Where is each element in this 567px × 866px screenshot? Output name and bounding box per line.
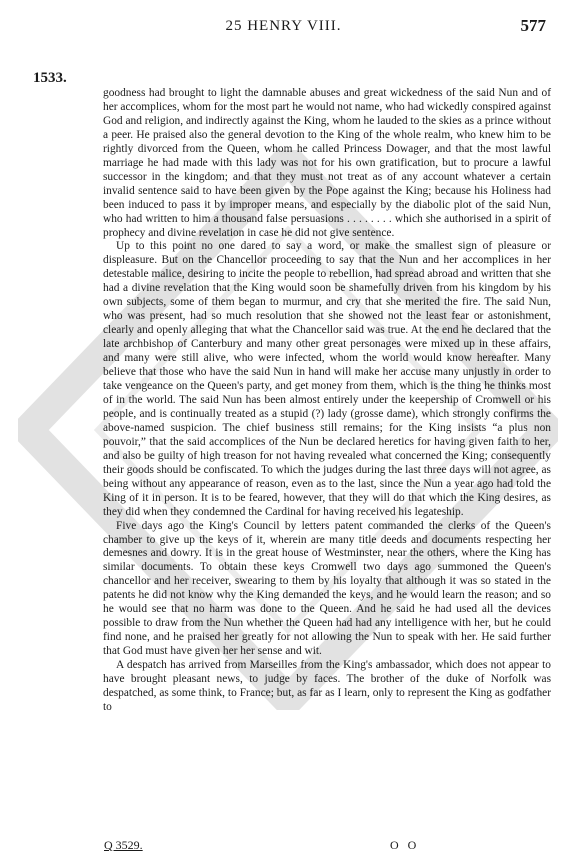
footer-reference: Q 3529. [104, 838, 143, 852]
page-number: 577 [520, 16, 546, 35]
running-head-title: 25 HENRY VIII. [225, 18, 342, 34]
page-footer [0, 838, 567, 858]
paragraph-2: Up to this point no one dared to say a word, or make the smallest sign of pleasure or displeasure. But on the Chancellor proceeding to say that the Nun and her accomplices in her detestable malice, desiring to incite the people to rebellion, had spread abroad and written that she had a divine revelation that the King would soon be shamefully driven from his kingdom by his own subjects, some of them began to murmur, and cry that she merited the fire. The said Nun, who was present, had so much resolution that she showed not the least fear or astonishment, clearly and openly alleging that what the Chancellor said was true. At the end he declared that the late archbishop of Canterbury and many other great personages were mixed up in these affairs, and many were still alive, who were infected, whom the world would know hereafter. Many believe that those who have the said Nun in hand will make her accuse many unjustly in order to take vengeance on the Queen's party, and get money from them, which is the thing he thinks most of in the world. The said Nun has been almost entirely under the keepership of Cromwell or his people, and is continually treated as a stupid (?) lady (grosse dame), which strongly confirms the above-named suspicion. The chief business still remains; for the King insists “a plus non pouvoir,” that the said accomplices of the Nun be declared heretics for having given faith to her, and also be guilty of high treason for not having revealed what concerned the King; consequently their goods should be confiscated. To which the judges during the last three days will not agree, as being without any appearance of reason, even as to the last, since the Nun a year ago had told the King of it in person. It is to be feared, however, that they will do that which the King desires, as they did when they condemned the Cardinal for having received his legateship. [103, 240, 551, 518]
body-text [103, 87, 551, 715]
running-head [0, 18, 567, 38]
paragraph-3: Five days ago the King's Council by letters patent commanded the clerks of the Queen's chamber to give up the keys of it, wherein are many title deeds and documents respecting her demesnes and dowry. It is in the great house of Westminster, near the others, where the King has similar documents. To obtain these keys Cromwell two days ago summoned the Queen's chancellor and her receiver, swearing to them by his loyalty that although it was so stated in the patents he did not know why the King demanded the keys, and he would learn the reason; and so he would see that no harm was done to the Queen. And he said he had used all the devices possible to draw from the Nun whether the Queen had had any intelligence with her, but he could find none, and he praised her greatly for not allowing the Nun to speak with her. He said further that God must have given her her sense and wit. [103, 519, 551, 658]
footer-signature: O O [390, 838, 420, 852]
paragraph-1: goodness had brought to light the damnable abuses and great wickedness of the said Nun and of her accomplices, whom for the most part he would not name, who had wickedly conspired against God and religion, and indirectly against the King, whom he lauded to the skies as a prince without a peer. He praised also the general devotion to the King of the whole realm, who knew him to be rightly divorced from the Queen, whom he called Princess Dowager, and that the most lawful marriage he had made with this lady was not for his own gratification, but to procure a lawful successor in the kingdom; and that they must not treat as of any account whatever a certain invalid sentence said to have been given by the Pope against the King; because his Holiness had been induced to pass it by improper means, and especially by the diabolic plot of the said Nun, who had written to him a thousand false persuasions . . . . . . . . which she authorised in a spirit of prophecy and divine revelation in case he did not give sentence. [103, 87, 551, 239]
paragraph-4: A despatch has arrived from Marseilles from the King's ambassador, which does not appear to have brought pleasant news, to judge by faces. The brother of the duke of Norfolk was despatched, as some think, to France; but, as far as I learn, only to represent the King as godfather to [103, 659, 551, 713]
margin-year: 1533. [33, 70, 67, 86]
